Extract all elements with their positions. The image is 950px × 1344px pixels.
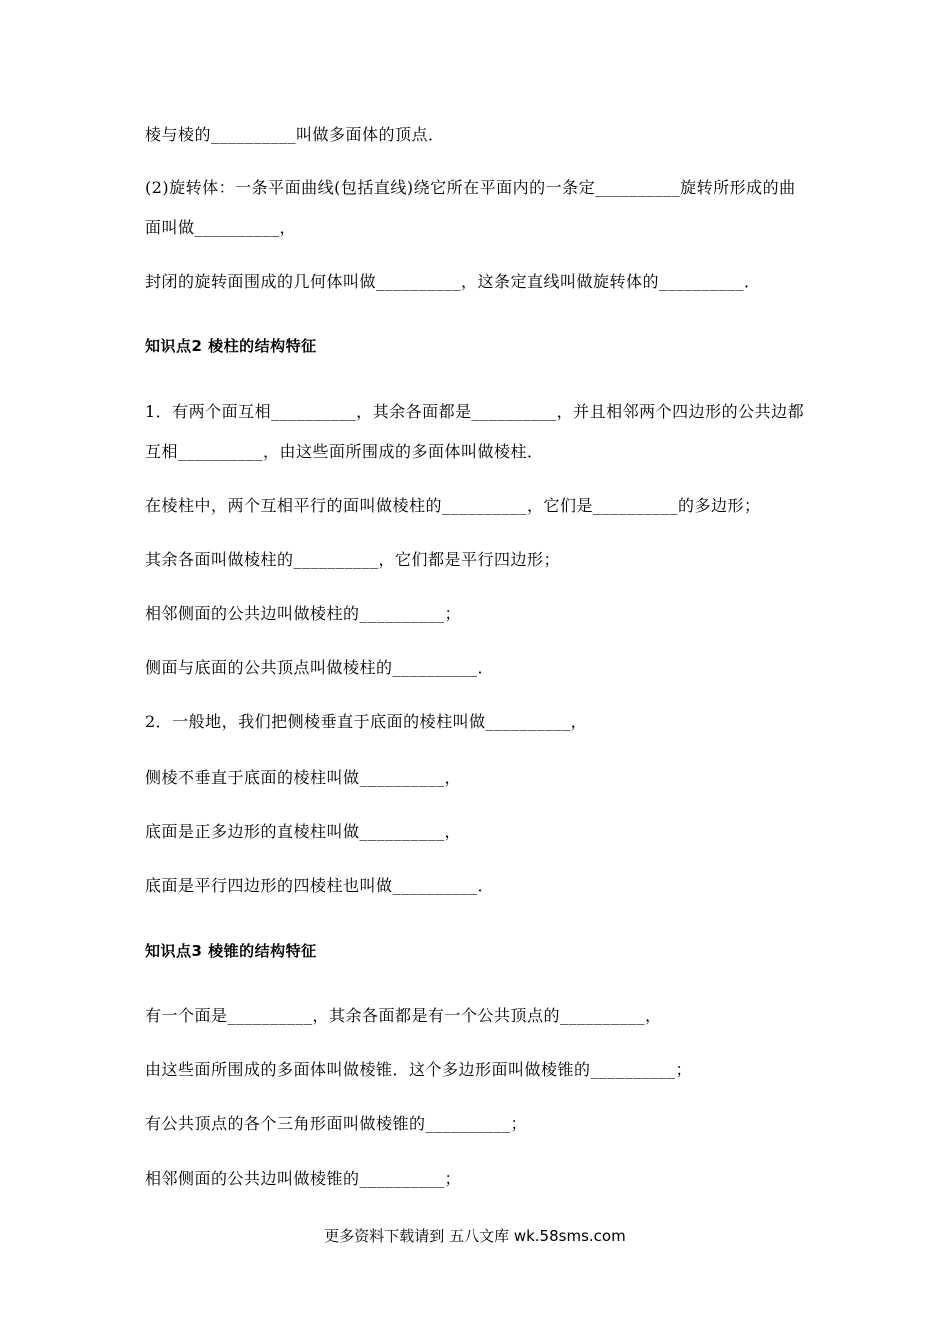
text-line: 有一个面是__________，其余各面都是有一个公共顶点的__________， bbox=[145, 1006, 662, 1025]
text-line: 1．有两个面互相__________，其余各面都是__________，并且相邻两个四边形的公共边都 bbox=[145, 402, 805, 421]
text-line: 面叫做__________， bbox=[145, 218, 297, 237]
text-line: 2．一般地，我们把侧棱垂直于底面的棱柱叫做__________， bbox=[145, 712, 588, 731]
text-line: 由这些面所围成的多面体叫做棱锥．这个多边形面叫做棱锥的__________； bbox=[145, 1060, 693, 1079]
section-heading: 知识点3 棱锥的结构特征 bbox=[145, 942, 317, 960]
text-line: 侧面与底面的公共顶点叫做棱柱的__________． bbox=[145, 658, 495, 677]
text-line: 侧棱不垂直于底面的棱柱叫做__________， bbox=[145, 768, 462, 787]
text-line: 底面是正多边形的直棱柱叫做__________， bbox=[145, 822, 462, 841]
section-heading: 知识点2 棱柱的结构特征 bbox=[145, 337, 317, 355]
text-line: 有公共顶点的各个三角形面叫做棱锥的__________； bbox=[145, 1114, 528, 1133]
text-line: (2)旋转体：一条平面曲线(包括直线)绕它所在平面内的一条定__________旋转所形成的曲 bbox=[145, 178, 796, 197]
text-line: 封闭的旋转面围成的几何体叫做__________，这条定直线叫做旋转体的__________． bbox=[145, 272, 761, 291]
text-line: 相邻侧面的公共边叫做棱锥的__________； bbox=[145, 1169, 462, 1188]
text-line: 其余各面叫做棱柱的__________，它们都是平行四边形； bbox=[145, 550, 561, 569]
footer-link-text: 更多资料下载请到 五八文库 wk.58sms.com bbox=[324, 1227, 626, 1245]
text-line: 底面是平行四边形的四棱柱也叫做__________． bbox=[145, 876, 495, 895]
text-line: 互相__________，由这些面所围成的多面体叫做棱柱． bbox=[145, 442, 544, 461]
text-line: 在棱柱中，两个互相平行的面叫做棱柱的__________，它们是__________的多边形； bbox=[145, 496, 761, 515]
text-line: 相邻侧面的公共边叫做棱柱的__________； bbox=[145, 604, 462, 623]
text-line: 棱与棱的__________叫做多面体的顶点． bbox=[145, 125, 445, 144]
